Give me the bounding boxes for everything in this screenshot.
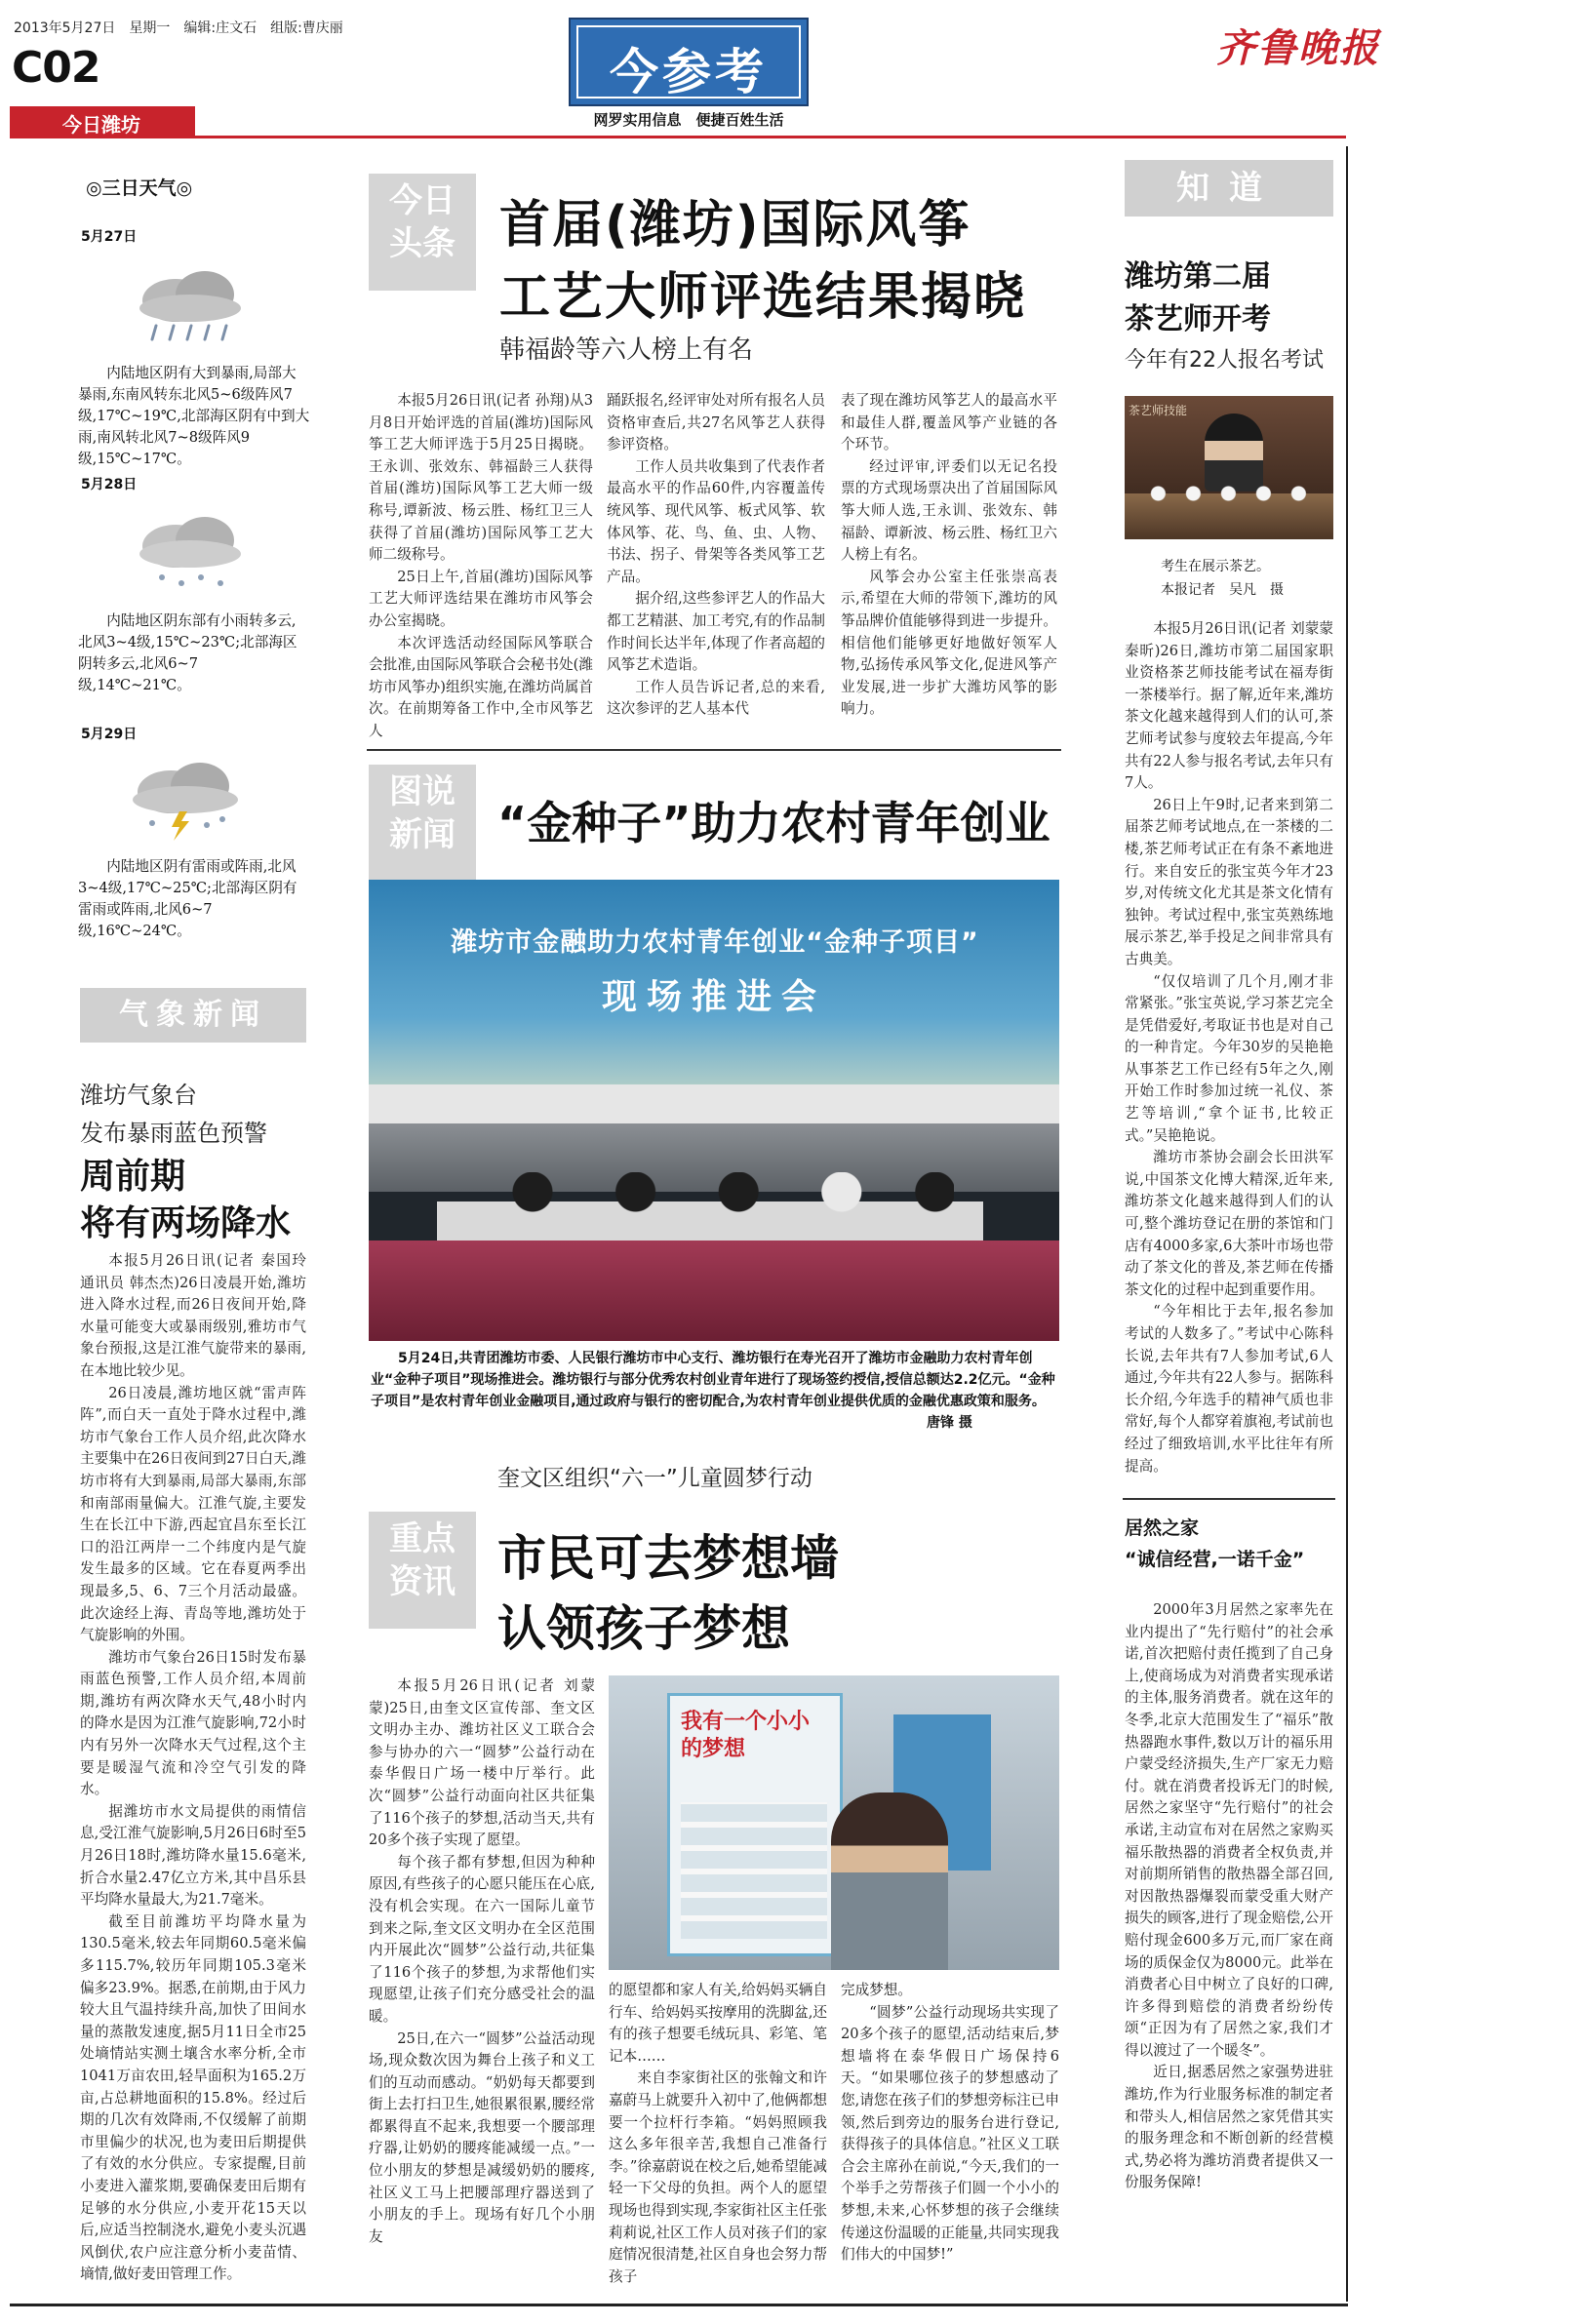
date-line: 2013年5月27日 星期一 编辑:庄文石 组版:曹庆丽 [14, 20, 343, 36]
article-headline: “金种子”助力农村青年创业 [497, 797, 1050, 849]
photo-credit: 唐锋 摄 [927, 1415, 972, 1431]
news-photo [1125, 396, 1333, 539]
paragraph: 据潍坊市水文局提供的雨情信息,受江淮气旋影响,5月26日6时至5月26日18时,潍坊降水量15.6毫米,折合水量2.47亿立方米,其中昌乐县平均降水量最大,为21.7毫米。 [80, 1802, 306, 1909]
article-kicker: 奎文区组织“六一”儿童圆梦行动 [497, 1466, 812, 1491]
photo-caption: 考生在展示茶艺。 [1161, 559, 1270, 574]
paragraph: 据介绍,这些参评艺人的作品大都工艺精湛、加工考究,有的作品制作时间长达半年,体现了作者高超的风筝艺术造诣。 [607, 590, 825, 674]
column-slogan: 网罗实用信息 便捷百姓生活 [593, 111, 784, 129]
article-column [369, 390, 593, 743]
ad-subtitle: “诚信经营,一诺千金” [1125, 1549, 1305, 1570]
badge-line: 今日 [389, 181, 456, 220]
weather-title: ◎三日天气◎ [86, 177, 193, 199]
article-headline: 潍坊第二届 [1125, 259, 1271, 294]
section-badge [369, 1512, 476, 1629]
photo-board-title: 我有一个小小的梦想 [681, 1710, 811, 1761]
section-badge: 气象新闻 [80, 988, 306, 1043]
paragraph: 本报5月26日讯(记者 刘蒙蒙 秦昕)26日,潍坊市第二届国家职业资格茶艺师技能考试在福寿街一茶楼举行。据了解,近年来,潍坊茶文化越来越得到人们的认可,茶艺师考试参与度较去年提高,今年共有22人参与报名考试,去年只有7人。 [1125, 620, 1333, 792]
paragraph: “仅仅培训了几个月,刚才非常紧张。”张宝英说,学习茶艺完全是凭借爱好,考取证书也是对自己的一种肯定。今年30岁的吴艳艳从事茶艺工作已经有5年之久,刚开始工作时参加过统一礼仪、茶艺等培训,“拿个证书,比较正式。”吴艳艳说。 [1125, 972, 1333, 1144]
paragraph: 潍坊市茶协会副会长田洪军说,中国茶文化博大精深,近年来,潍坊茶文化越来越得到人们的认可,整个潍坊登记在册的茶馆和门店有4000多家,6大茶叶市场也带动了茶文化的普及,茶艺师在传播茶文化的过程中起到重要作用。 [1125, 1149, 1333, 1298]
paragraph: 经过评审,评委们以无记名投票的方式现场票决出了首届国际风筝大师人选,王永训、张效东、韩福龄、谭新波、杨云胜、杨红卫六人榜上有名。 [841, 457, 1057, 564]
paragraph: 本报5月26日讯(记者 秦国玲 通讯员 韩杰杰)26日凌晨开始,潍坊进入降水过程,而26日夜间开始,降水量可能变大或暴雨级别,雅坊市气象台预报,这是江淮气旋带来的暴雨,在本地比较少见。 [80, 1252, 306, 1379]
masthead [0, 0, 1585, 146]
paragraph: 本次评选活动经国际风筝联合会批准,由国际风筝联合会秘书处(潍坊市风筝办)组织实施,在潍坊尚属首次。在前期筹备工作中,全市风筝艺人 [369, 634, 593, 739]
section-tab-label: 今日潍坊 [62, 113, 140, 137]
article-column [609, 1980, 827, 2288]
page-bottom-rule [10, 2304, 1348, 2306]
weather-forecast-text: 内陆地区阴东部有小雨转多云,北风3~4级,15℃~23℃;北部海区阴转多云,北风6~7级,14℃~21℃。 [78, 612, 297, 693]
weather-forecast-text: 内陆地区阴有大到暴雨,局部大暴雨,东南风转东北风5~6级阵风7级,17℃~19℃,北部海区阴有中到大雨,南风转北风7~8级阵风9级,15℃~17℃。 [78, 365, 310, 467]
section-badge: 知道 [1125, 160, 1333, 217]
paragraph: 来自李家街社区的张翰文和许嘉蔚马上就要升入初中了,他俩都想要一个拉杆行李箱。“妈妈照顾我这么多年很辛苦,我想自己准备行李。”徐嘉蔚说在校之后,她希望能减轻一下父母的负担。两个人的愿望现场也得到实现,李家街社区主任张莉莉说,社区工作人员对孩子们的家庭情况很清楚,社区自身也会努力帮孩子 [609, 2069, 827, 2285]
page-right-rule [1346, 146, 1348, 2302]
photo-person [1205, 414, 1263, 492]
ad-title: 居然之家 [1125, 1517, 1200, 1539]
column-divider [1123, 1498, 1335, 1500]
badge-line: 资讯 [389, 1562, 456, 1601]
news-photo [609, 1675, 1059, 1970]
badge-line: 图说 [389, 772, 456, 811]
article-headline: 认领孩子梦想 [497, 1600, 790, 1657]
weather-date: 5月28日 [81, 477, 138, 492]
paragraph: 工作人员告诉记者,总的来看,这次参评的艺人基本代 [607, 678, 825, 718]
photo-caption: 5月24日,共青团潍坊市委、人民银行潍坊市中心支行、潍坊银行在寿光召开了潍坊市金融助力农村青年创业“金种子项目”现场推进会。潍坊银行与部分优秀农村创业青年进行了现场签约授信,授信总额达2.2亿元。“金种子项目”是农村青年创业金融项目,通过政府与银行的密切配合,为农村青年创业提供优质的金融优惠政策和服务。 [371, 1351, 1055, 1409]
article-column [841, 1980, 1059, 2266]
ad-body [1125, 1599, 1333, 2194]
photo-people [486, 1172, 954, 1221]
paragraph: 潍坊市气象台26日15时发布暴雨蓝色预警,工作人员介绍,本周前期,潍坊有两次降水天气,48小时内的降水是因为江淮气旋影响,72小时内有另外一次降水天气过程,这个主要是暖湿气流和冷空气引发的降水。 [80, 1648, 306, 1798]
paragraph: 表了现在潍坊风筝艺人的最高水平和最佳人群,覆盖风筝产业链的各个环节。 [841, 392, 1057, 453]
article-column [607, 390, 825, 721]
article-subtitle: 发布暴雨蓝色预警 [80, 1120, 267, 1147]
photo-head-table [369, 1084, 1059, 1123]
heavy-rain-cloud-icon [127, 261, 254, 349]
article-headline: 首届(潍坊)国际风筝 [499, 196, 971, 255]
badge-line: 重点 [389, 1519, 456, 1558]
thunder-shower-cloud-icon [117, 755, 254, 843]
paragraph: “圆梦”公益行动现场共实现了20多个孩子的愿望,活动结束后,梦想墙将在泰华假日广场保持6天。“如果哪位孩子的梦想感动了您,请您在孩子们的梦想旁标注已申领,然后到旁边的服务台进行登记,获得孩子的具体信息。”社区义工联合会主席孙在前说,“今天,我们的一个举手之劳帮孩子们圆一个小小的梦想,未来,心怀梦想的孩子会继续传递这份温暖的正能量,共同实现我们伟大的中国梦!” [841, 2003, 1059, 2264]
article-subhead: 今年有22人报名考试 [1125, 348, 1324, 373]
paragraph: 完成梦想。 [841, 1982, 912, 1998]
rain-cloud-icon [127, 507, 254, 595]
photo-tablecloth [369, 1241, 1059, 1341]
weather-news-body [80, 1250, 306, 2286]
paragraph: 踊跃报名,经评审处对所有报名人员资格审查后,共27名风筝艺人获得参评资格。 [607, 392, 825, 453]
news-photo [369, 880, 1059, 1341]
paragraph: 每个孩子都有梦想,但因为种种原因,有些孩子的心愿只能压在心底,没有机会实现。在六一国际儿童节到来之际,奎文区文明办在全区范围内开展此次“圆梦”公益行动,共征集了116个孩子的梦想,为求帮他们实现愿望,让孩子们充分感受社会的温暖。 [369, 1853, 595, 2025]
column-logo-text: 今参考 [610, 43, 768, 100]
article-headline: 工艺大师评选结果揭晓 [499, 268, 1027, 327]
paragraph: 截至目前潍坊平均降水量为130.5毫米,较去年同期60.5毫米偏多115.7%,较历年同期105.3毫米偏多23.9%。据悉,在前期,由于风力较大且气温持续升高,加快了田间水量的蒸散发速度,据5月11日全市25处墒情站实测土壤含水率分析,全市1041万亩农田,轻旱面积为165.2万亩,占总耕地面积的15.8%。经过后期的几次有效降雨,不仅缓解了前期市里偏少的状况,也为麦田后期提供了有效的水分供应。专家提醒,目前小麦进入灌浆期,要确保麦田后期有足够的水分供应,小麦开花15天以后,应适当控制浇水,避免小麦头沉遇风倒伏,农户应注意分析小麦苗情、墒情,做好麦田管理工作。 [80, 1912, 306, 2283]
header-rule [195, 136, 1346, 138]
article-column [369, 1675, 595, 2248]
photo-mother-child [831, 1792, 948, 1970]
weather-date: 5月29日 [81, 727, 138, 742]
paragraph: 25日上午,首届(潍坊)国际风筝工艺大师评选结果在潍坊市风筝会办公室揭晓。 [369, 568, 593, 629]
article-column [1125, 618, 1333, 1477]
photo-board-cards [681, 1802, 827, 1939]
paragraph: 的愿望都和家人有关,给妈妈买辆自行车、给妈妈买按摩用的洗脚盆,还有的孩子想要毛绒玩具、彩笔、笔记本…… [609, 1982, 827, 2065]
article-headline: 将有两场降水 [80, 1203, 292, 1243]
column-divider [367, 749, 1061, 751]
paper-name-logo: 齐鲁晚报 [1216, 25, 1380, 71]
article-column [841, 390, 1057, 721]
photo-credit: 本报记者 吴凡 摄 [1161, 582, 1284, 598]
page-code: C02 [12, 43, 100, 93]
paragraph: 本报5月26日讯(记者 刘蒙蒙)25日,由奎文区宣传部、奎文区文明办主办、潍坊社区义工联合会参与协办的六一“圆梦”公益行动在泰华假日广场一楼中厅举行。此次“圆梦”公益行动面向社区共征集了116个孩子的梦想,活动当天,共有20多个孩子实现了愿望。 [369, 1677, 595, 1849]
photo-banner-text: 潍坊市金融助力农村青年创业“金种子项目” [451, 927, 979, 958]
weather-forecast-text: 内陆地区阴有雷雨或阵雨,北风3~4级,17℃~25℃;北部海区阴有雷雨或阵雨,北风6~7级,16℃~24℃。 [78, 858, 297, 939]
paragraph: 26日凌晨,潍坊地区就“雷声阵阵”,而白天一直处于降水过程中,潍坊市气象台工作人员介绍,此次降水主要集中在26日夜间到27日白天,潍坊市将有大到暴雨,局部大暴雨,东部和南部雨量偏大。江淮气旋,主要发生在长江中下游,西起宜昌东至长江口的沿江两岸一二个纬度内是气旋发生最多的区域。它在春夏两季出现最多,5、6、7三个月活动最盛。此次途经上海、青岛等地,潍坊处于气旋影响的外围。 [80, 1384, 306, 1644]
section-badge [369, 174, 476, 291]
paragraph: 近日,据悉居然之家强势进驻潍坊,作为行业服务标准的制定者和带头人,相信居然之家凭借其实的服务理念和不断创新的经营模式,势必将为潍坊消费者提供又一份服务保障! [1125, 2064, 1333, 2191]
paragraph: 2000年3月居然之家率先在业内提出了“先行赔付”的社会承诺,首次把赔付责任揽到了自己身上,使商场成为对消费者实现承诺的主体,服务消费者。就在这年的冬季,北京大范围发生了“福乐”散热器跑水事件,数以万计的福乐用户蒙受经济损失,生产厂家无力赔付。就在消费者投诉无门的时候,居然之家坚守“先行赔付”的社会承诺,主动宣布对在居然之家购买福乐散热器的消费者全权负责,并对前期所销售的散热器全部召回,对因散热器爆裂而蒙受重大财产损失的顾客,进行了现金赔偿,公开赔付现金600多万元,而厂家在商场的质保金仅为8000元。此举在消费者心目中树立了良好的口碑,许多得到赔偿的消费者纷纷传颂“正因为有了居然之家,我们才得以渡过了一个暖冬”。 [1125, 1601, 1333, 2059]
photo-tea-cups [1144, 484, 1320, 503]
article-headline: 市民可去梦想墙 [497, 1530, 839, 1587]
paragraph: 25日,在六一“圆梦”公益活动现场,现众数次因为舞台上孩子和义工们的互动而感动。“奶奶每天都要到街上去打扫卫生,她很累很累,腰经常都累得直不起来,我想要一个腰部理疗器,让奶奶的腰疼能减缓一点。”一位小朋友的梦想是减缓奶奶的腰疼,社区义工马上把腰部理疗器送到了小朋友的手上。现场有好几个小朋友 [369, 2029, 595, 2245]
badge-line: 新闻 [389, 815, 456, 854]
article-headline: 茶艺师开考 [1125, 302, 1271, 336]
paragraph: 风筝会办公室主任张崇高表示,希望在大师的带领下,潍坊的风筝品牌价值能够得到进一步提升。相信他们能够更好地做好领军人物,弘扬传承风筝文化,促进风筝产业发展,进一步扩大潍坊风筝的影响力。 [841, 568, 1057, 718]
paragraph: 工作人员共收集到了代表作者最高水平的作品60件,内容覆盖传统风筝、现代风筝、板式风筝、软体风筝、花、鸟、鱼、虫、人物、书法、拐子、骨架等各类风筝工艺产品。 [607, 457, 825, 585]
paragraph: “今年相比于去年,报名参加考试的人数多了。”考试中心陈科长说,去年共有7人参加考试,6人通过,今年共有22人参与。据陈科长介绍,今年选手的精神气质也非常好,每个人都穿着旗袍,考试前也经过了细致培训,水平比往年有所提高。 [1125, 1303, 1333, 1475]
article-subhead: 韩福龄等六人榜上有名 [499, 335, 754, 365]
section-badge [369, 765, 476, 882]
weather-date: 5月27日 [81, 229, 138, 245]
article-subtitle: 潍坊气象台 [80, 1082, 197, 1109]
photo-sign: 茶艺师技能 [1129, 404, 1188, 417]
column-logo-box [569, 18, 809, 106]
paragraph: 26日上午9时,记者来到第二届茶艺师考试地点,在一茶楼的二楼,茶艺师考试正在有条不紊地进行。来自安丘的张宝英今年才23岁,对传统文化尤其是茶文化情有独钟。考试过程中,张宝英熟练地展示茶艺,举手投足之间非常具有古典美。 [1125, 796, 1333, 967]
photo-banner-text: 现场推进会 [601, 977, 826, 1017]
article-headline: 周前期 [80, 1157, 186, 1197]
paragraph: 本报5月26日讯(记者 孙翔)从3月8日开始评选的首届(潍坊)国际风筝工艺大师评选于5月25日揭晓。王永训、张效东、韩福龄三人获得首届(潍坊)国际风筝工艺大师一级称号,谭新波、杨云胜、杨红卫三人获得了首届(潍坊)国际风筝工艺大师二级称号。 [369, 392, 593, 564]
badge-line: 头条 [389, 224, 456, 263]
